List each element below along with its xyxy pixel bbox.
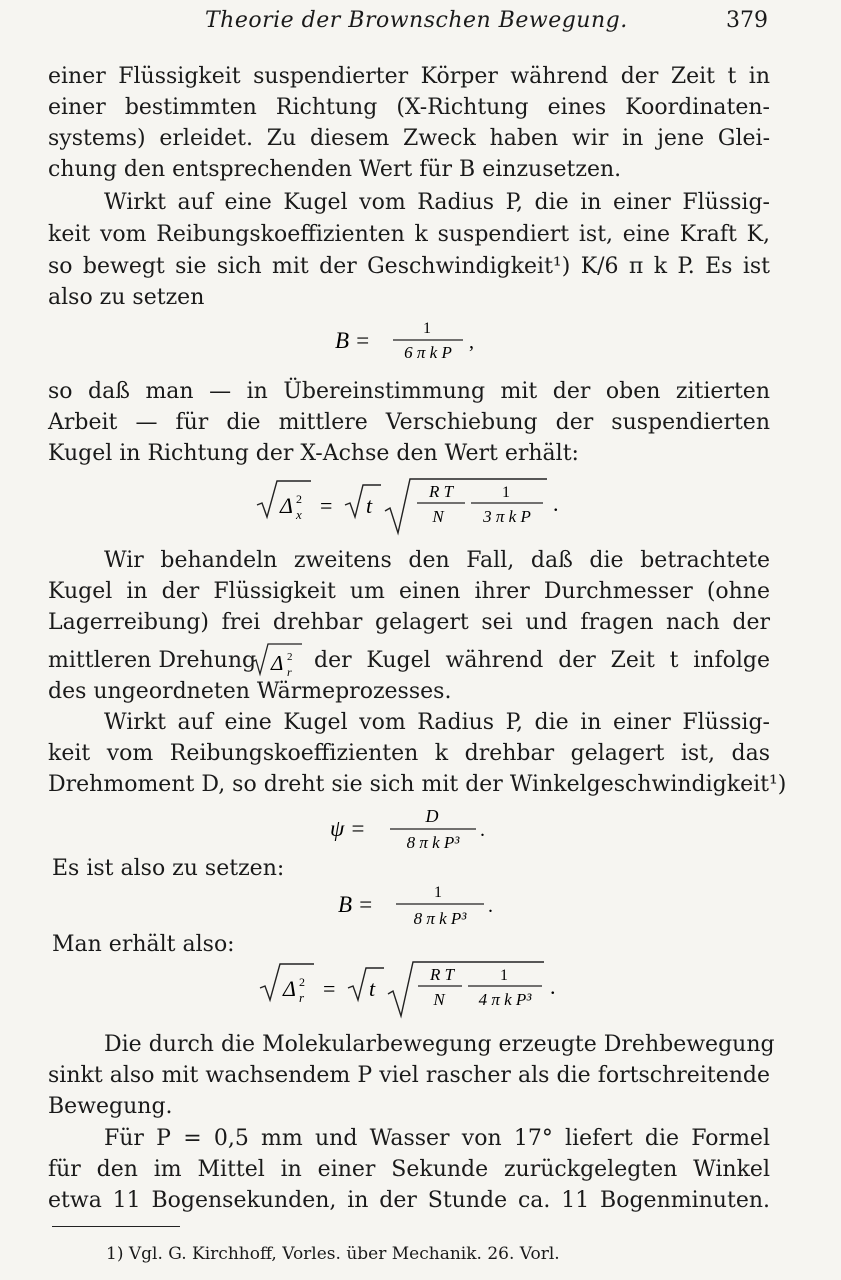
eq2-num2: 1 bbox=[502, 484, 510, 501]
eq5-t: t bbox=[369, 976, 376, 1001]
eq3-numerator: D bbox=[425, 806, 439, 826]
text-line-21: Man erhält also: bbox=[52, 932, 235, 957]
eq2-sqrt-t bbox=[345, 485, 381, 517]
inline-sup: 2 bbox=[287, 651, 293, 663]
eq2-den1: N bbox=[432, 507, 444, 526]
inline-delta: Δ bbox=[271, 651, 284, 675]
text-line-2: einer bestimmten Richtung (X-Richtung eines Koordinaten- bbox=[48, 95, 770, 120]
equation-1-svg bbox=[335, 318, 495, 370]
text-line-10: Arbeit — für die mittlere Verschiebung der suspendierten bbox=[48, 410, 770, 435]
eq5-equals: = bbox=[323, 976, 336, 1001]
text-line-27: etwa 11 Bogensekunden, in der Stunde ca. 11 Bogenminuten. bbox=[48, 1188, 770, 1213]
equation-b-translation bbox=[335, 318, 495, 375]
inline-sub: r bbox=[287, 665, 292, 679]
text-line-16: des ungeordneten Wärmeprozesses. bbox=[48, 679, 452, 704]
eq5-den1: N bbox=[433, 990, 445, 1009]
eq1-denominator: 6 π k P bbox=[404, 343, 452, 362]
eq2-end: . bbox=[553, 491, 559, 516]
text-line-19: Drehmoment D, so dreht sie sich mit der Winkelgeschwindigkeit¹) bbox=[48, 772, 787, 797]
text-line-23: sinkt also mit wachsendem P viel rascher als die fortschreitende bbox=[48, 1063, 770, 1088]
eq2-t: t bbox=[366, 493, 373, 518]
text-line-15b: der Kugel während der Zeit t infolge bbox=[314, 648, 770, 673]
text-line-26: für den im Mittel in einer Sekunde zurückgelegten Winkel bbox=[48, 1157, 770, 1182]
text-line-25: Für P = 0,5 mm und Wasser von 17° liefert die Formel bbox=[104, 1126, 770, 1151]
text-line-18: keit vom Reibungskoeffizienten k drehbar gelagert ist, das bbox=[48, 741, 770, 766]
eq3-denominator: 8 π k P³ bbox=[406, 833, 460, 852]
text-line-20: Es ist also zu setzen: bbox=[52, 856, 285, 881]
eq1-lhs: B = bbox=[335, 328, 371, 353]
text-line-6: keit vom Reibungskoeffizienten k suspendiert ist, eine Kraft K, bbox=[48, 222, 770, 247]
eq4-numerator: 1 bbox=[434, 884, 442, 901]
eq1-numerator: 1 bbox=[423, 320, 431, 337]
eq2-num1: R T bbox=[428, 482, 454, 501]
text-line-9: so daß man — in Übereinstimmung mit der oben zitierten bbox=[48, 379, 770, 404]
text-line-5: Wirkt auf eine Kugel vom Radius P, die in einer Flüssig- bbox=[104, 190, 770, 215]
text-line-4: chung den entsprechenden Wert für B einzusetzen. bbox=[48, 157, 622, 182]
eq4-denominator: 8 π k P³ bbox=[413, 909, 467, 928]
equation-mean-rotation bbox=[258, 958, 578, 1025]
text-line-1: einer Flüssigkeit suspendierter Körper während der Zeit t in bbox=[48, 64, 770, 89]
footnote: 1) Vgl. G. Kirchhoff, Vorles. über Mechanik. 26. Vorl. bbox=[106, 1244, 560, 1264]
eq1-end: , bbox=[469, 331, 474, 353]
text-line-14: Lagerreibung) frei drehbar gelagert sei und fragen nach der bbox=[48, 610, 770, 635]
eq5-sqrt-t bbox=[348, 968, 384, 1000]
equation-2-svg bbox=[255, 475, 575, 537]
eq2-sup: 2 bbox=[296, 492, 302, 506]
eq5-sub: r bbox=[299, 990, 305, 1005]
eq2-sub: x bbox=[296, 507, 302, 522]
text-line-7: so bewegt sie sich mit der Geschwindigkeit¹) K/6 π k P. Es ist bbox=[48, 254, 770, 279]
equation-5-svg bbox=[258, 958, 578, 1020]
inline-drehung-formula bbox=[250, 640, 312, 680]
equation-4-svg bbox=[338, 882, 508, 934]
eq4-lhs: B = bbox=[338, 892, 374, 917]
text-line-13: Kugel in der Flüssigkeit um einen ihrer Durchmesser (ohne bbox=[48, 579, 770, 604]
eq3-end: . bbox=[480, 819, 485, 841]
eq5-sup: 2 bbox=[299, 975, 305, 989]
eq4-end: . bbox=[488, 895, 493, 917]
eq2-delta: Δ bbox=[280, 493, 293, 518]
eq5-num2: 1 bbox=[500, 967, 508, 984]
eq5-den2: 4 π k P³ bbox=[478, 990, 532, 1009]
eq5-end: . bbox=[550, 974, 556, 999]
eq2-den2: 3 π k P bbox=[483, 507, 531, 526]
eq5-num1: R T bbox=[429, 965, 455, 984]
text-line-24: Bewegung. bbox=[48, 1094, 173, 1119]
running-header-title: Theorie der Brownschen Bewegung. bbox=[205, 8, 628, 33]
eq2-equals: = bbox=[320, 493, 333, 518]
equation-mean-displacement bbox=[255, 475, 575, 542]
page-number: 379 bbox=[726, 8, 768, 33]
text-line-3: systems) erleidet. Zu diesem Zweck haben wir in jene Glei- bbox=[48, 126, 770, 151]
equation-3-svg bbox=[330, 804, 500, 858]
eq3-lhs: ψ = bbox=[330, 816, 366, 841]
text-line-12: Wir behandeln zweitens den Fall, daß die betrachtete bbox=[104, 548, 770, 573]
text-line-8: also zu setzen bbox=[48, 285, 205, 310]
text-line-17: Wirkt auf eine Kugel vom Radius P, die in einer Flüssig- bbox=[104, 710, 770, 735]
text-line-11: Kugel in Richtung der X-Achse den Wert erhält: bbox=[48, 441, 579, 466]
eq5-delta: Δ bbox=[283, 976, 296, 1001]
footnote-rule bbox=[52, 1226, 180, 1227]
text-line-15a: mittleren Drehung bbox=[48, 648, 257, 673]
text-line-22: Die durch die Molekularbewegung erzeugte Drehbewegung bbox=[104, 1032, 775, 1057]
